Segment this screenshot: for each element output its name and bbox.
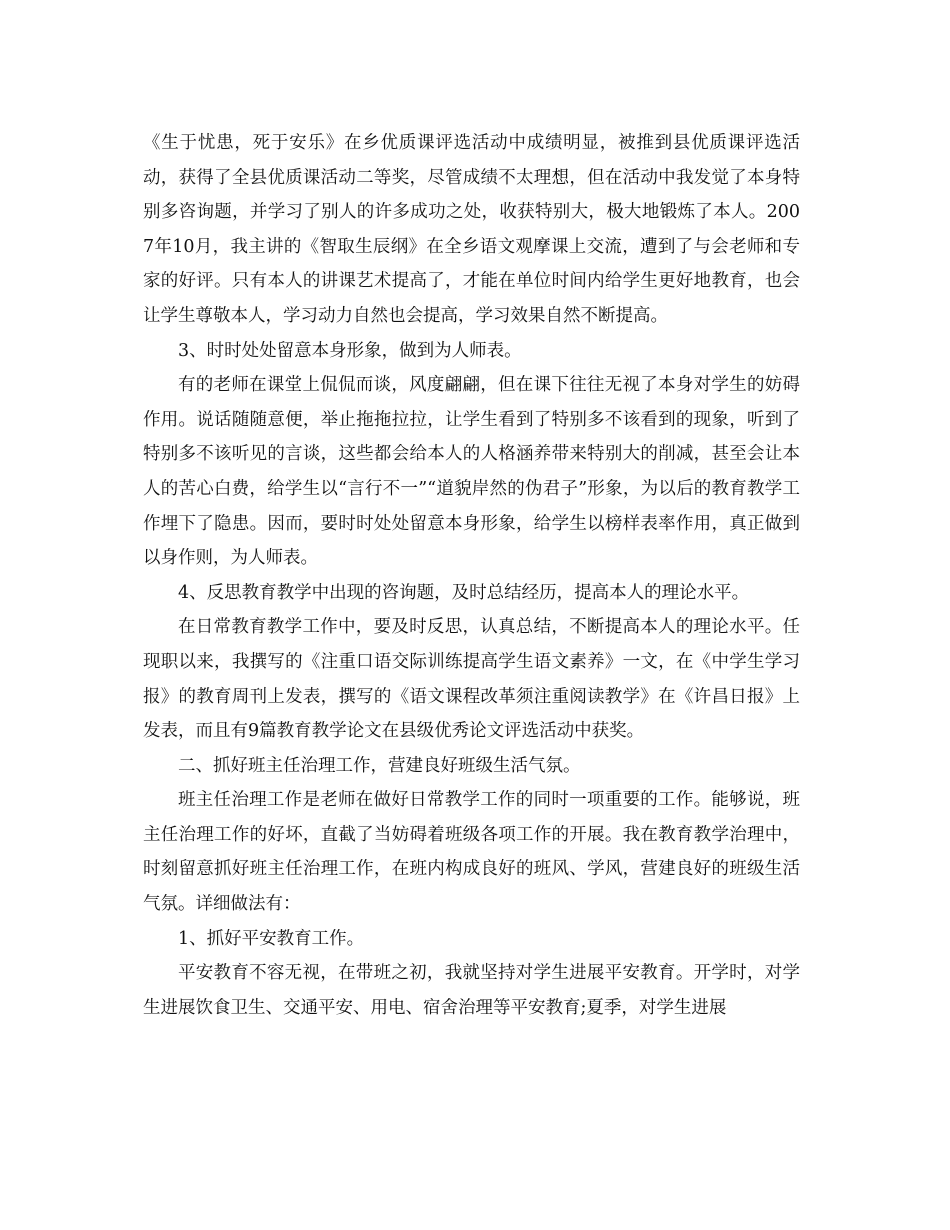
section-heading: 3、时时处处留意本身形象，做到为人师表。: [178, 340, 522, 361]
section-heading: 二、抓好班主任治理工作，营建良好班级生活气氛。: [178, 755, 581, 776]
section-heading: 1、抓好平安教育工作。: [178, 928, 365, 949]
paragraph: 《生于忧患，死于安乐》在乡优质课评选活动中成绩明显，被推到县优质课评选活动，获得了全县优质课活动二等奖，尽管成绩不太理想，但在活动中我发觉了本身特别多咨询题，并学习了别人的许多成功之处，收获特别大，极大地锻炼了本人。2007年10月，我主讲的《智取生辰纲》在全乡语文观摩课上交流，遭到了与会老师和专家的好评。只有本人的讲课艺术提高了，才能在单位时间内给学生更好地教育，也会让学生尊敬本人，学习动力自然也会提高，学习效果自然不断提高。: [143, 133, 800, 326]
paragraph: 班主任治理工作是老师在做好日常教学工作的同时一项重要的工作。能够说，班主任治理工作的好坏，直截了当妨碍着班级各项工作的开展。我在教育教学治理中，时刻留意抓好班主任治理工作，在班内构成良好的班风、学风，营建良好的班级生活气氛。详细做法有：: [143, 790, 800, 915]
paragraph: 在日常教育教学工作中，要及时反思，认真总结，不断提高本人的理论水平。任现职以来，我撰写的《注重口语交际训练提高学生语文素养》一文，在《中学生学习报》的教育周刊上发表，撰写的《语文课程改革须注重阅读教学》在《许昌日报》上发表，而且有9篇教育教学论文在县级优秀论文评选活动中获奖。: [143, 617, 800, 742]
section-heading: 4、反思教育教学中出现的咨询题，及时总结经历，提高本人的理论水平。: [178, 582, 750, 603]
paragraph: 平安教育不容无视，在带班之初，我就坚持对学生进展平安教育。开学时，对学生进展饮食卫生、交通平安、用电、宿舍治理等平安教育;夏季，对学生进展: [143, 963, 800, 1018]
paragraph: 有的老师在课堂上侃侃而谈，风度翩翩，但在课下往往无视了本身对学生的妨碍作用。说话随随意便，举止拖拖拉拉，让学生看到了特别多不该看到的现象，听到了特别多不该听见的言谈，这些都会给本人的人格涵养带来特别大的削减，甚至会让本人的苦心白费，给学生以“言行不一”“道貌岸然的伪君子”形象，为以后的教育教学工作埋下了隐患。因而，要时时处处留意本身形象，给学生以榜样表率作用，真正做到以身作则，为人师表。: [143, 375, 800, 569]
document-body: [143, 126, 800, 1025]
